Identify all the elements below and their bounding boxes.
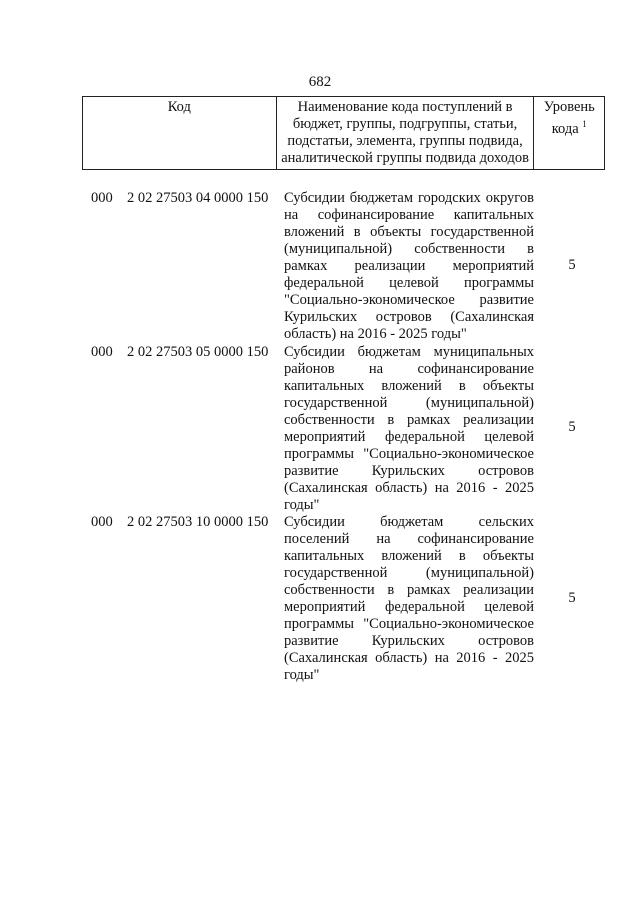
code-level: 5 — [568, 257, 576, 273]
revenue-name: Субсидии бюджетам городских округов на софинансирование капитальных вложений в объекты государственной (муниципальной) собственности в рамках реализации мероприятий федеральной целевой программы "Социально-экономическое развитие Курильских островов (Сахалинская область) на 2016 - 2025 годы" — [284, 190, 534, 342]
revenue-name: Субсидии бюджетам муниципальных районов на софинансирование капитальных вложений в объекты государственной (муниципальной) собственности в рамках реализации мероприятий федеральной целевой программы "Социально-экономическое развитие Курильских островов (Сахалинская область) на 2016 - 2025 годы" — [284, 344, 534, 513]
header-code: Код — [83, 97, 277, 170]
code-level: 5 — [568, 419, 576, 435]
admin-code: 000 — [91, 190, 113, 206]
header-level-footnote: 1 — [582, 119, 587, 129]
revenue-code: 2 02 27503 10 0000 150 — [127, 514, 269, 530]
page-number: 682 — [308, 74, 332, 90]
header-level — [534, 97, 605, 170]
header-name: Наименование кода поступлений в бюджет, группы, подгруппы, статьи, подстатьи, элемента, группы подвида, аналитической группы подвида доходов — [276, 97, 534, 170]
code-level: 5 — [568, 590, 576, 606]
admin-code: 000 — [91, 514, 113, 530]
header-level-label: Уровень кода — [543, 99, 595, 137]
revenue-code: 2 02 27503 05 0000 150 — [127, 344, 269, 360]
admin-code: 000 — [91, 344, 113, 360]
revenue-code: 2 02 27503 04 0000 150 — [127, 190, 269, 206]
table-header — [82, 96, 605, 170]
revenue-name: Субсидии бюджетам сельских поселений на софинансирование капитальных вложений в объекты государственной (муниципальной) собственности в рамках реализации мероприятий федеральной целевой программы "Социально-экономическое развитие Курильских островов (Сахалинская область) на 2016 - 2025 годы" — [284, 514, 534, 683]
